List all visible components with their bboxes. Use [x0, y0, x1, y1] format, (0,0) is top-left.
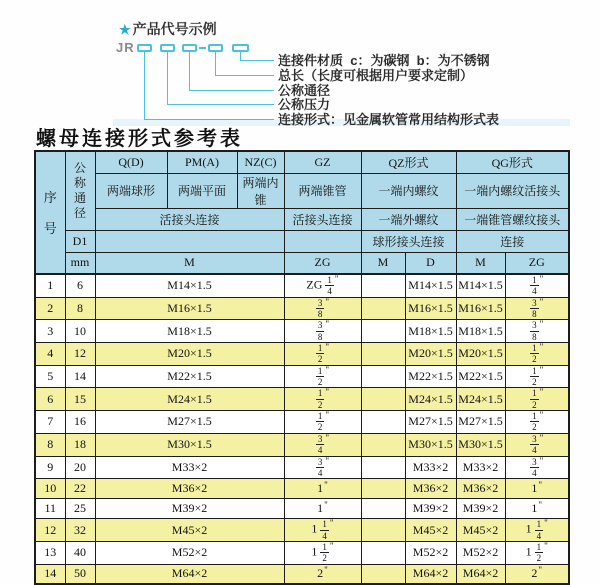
cell-qz-m [361, 274, 405, 297]
cell-qg-zg: 2" [505, 564, 569, 584]
cell-qz-d: M27×1.5 [405, 411, 456, 434]
header-qg-conn: 连接 [456, 230, 569, 252]
cell-qg-zg: $\frac{1}{2}$ " [505, 365, 569, 388]
cell-dn: 32 [65, 519, 95, 542]
cell-qz-d: M52×2 [405, 541, 456, 564]
cell-qz-m [361, 541, 405, 564]
cell-seq: 3 [35, 320, 65, 343]
diagram-title-text: 产品代号示例 [132, 21, 217, 37]
cell-m: M27×1.5 [95, 411, 284, 434]
cell-gz: 1 $\frac{1}{4}$ " [284, 519, 361, 542]
connector-line [189, 52, 190, 90]
cell-qz-m [361, 519, 405, 542]
code-box-1 [137, 44, 152, 52]
cell-gz: $\frac{3}{4}$ " [284, 433, 361, 456]
cell-qz-m [361, 479, 405, 499]
cell-qg-zg: $\frac{1}{2}$ " [505, 388, 569, 411]
cell-seq: 8 [35, 433, 65, 456]
connector-line [215, 75, 274, 76]
code-box-5 [232, 44, 249, 52]
cell-m: M14×1.5 [95, 274, 284, 297]
cell-qg-zg: $\frac{3}{8}$ " [505, 297, 569, 320]
table-row [35, 365, 569, 388]
cell-qz-d: M45×2 [405, 519, 456, 542]
cell-dn: 18 [65, 433, 95, 456]
col-header-qz: QZ形式 [361, 151, 456, 173]
cell-qz-d: M16×1.5 [405, 297, 456, 320]
cell-qz-d: M39×2 [405, 499, 456, 519]
header-pm-type: 两端平面 [167, 173, 237, 208]
cell-qg-m: M16×1.5 [456, 297, 505, 320]
col-header-q: Q(D) [95, 151, 167, 173]
cell-qz-d: M24×1.5 [405, 388, 456, 411]
cell-seq: 13 [35, 541, 65, 564]
cell-dn: 14 [65, 365, 95, 388]
code-label-length: 总长（长度可根据用户要求定制） [278, 68, 474, 83]
cell-seq: 12 [35, 519, 65, 542]
cell-qg-m: M52×2 [456, 541, 505, 564]
cell-seq: 5 [35, 365, 65, 388]
cell-qg-m: M45×2 [456, 519, 505, 542]
cell-qz-m [361, 456, 405, 479]
connector-line [240, 52, 241, 60]
cell-seq: 1 [35, 274, 65, 297]
cell-qg-zg: $\frac{3}{8}$ " [505, 320, 569, 343]
cell-dn: 40 [65, 541, 95, 564]
cell-qg-m: M64×2 [456, 564, 505, 584]
code-label-diameter: 公称通径 [278, 83, 331, 98]
cell-seq: 14 [35, 564, 65, 584]
connector-line [144, 52, 145, 119]
table-row [35, 519, 569, 542]
header-empty-left [95, 230, 284, 252]
header-qz-type1: 一端内螺纹 [361, 173, 456, 208]
code-label-material: 连接件材质 c：为碳钢 b：为不锈钢 [278, 53, 490, 68]
cell-m: M30×1.5 [95, 433, 284, 456]
cell-dn: 15 [65, 388, 95, 411]
cell-m: M16×1.5 [95, 297, 284, 320]
header-qg-m: M [456, 252, 505, 274]
cell-dn: 6 [65, 274, 95, 297]
header-qz-m: M [361, 252, 405, 274]
header-gz-conn: 活接头连接 [284, 208, 361, 230]
header-nz-type: 两端内锥 [237, 173, 284, 208]
cell-dn: 50 [65, 564, 95, 584]
table-body [35, 274, 569, 584]
header-d1: D1 [65, 230, 95, 252]
header-empty-gz [284, 230, 361, 252]
header-qz-type2: 一端外螺纹 [361, 208, 456, 230]
cell-qg-m: M20×1.5 [456, 343, 505, 366]
cell-qz-m [361, 365, 405, 388]
cell-qg-zg: $\frac{3}{4}$ " [505, 433, 569, 456]
cell-qg-zg: 1 $\frac{1}{2}$ " [505, 541, 569, 564]
cell-gz: $\frac{3}{8}$ " [284, 320, 361, 343]
cell-gz: $\frac{1}{2}$ " [284, 388, 361, 411]
cell-dn: 8 [65, 297, 95, 320]
cell-gz: $\frac{1}{2}$ " [284, 343, 361, 366]
cell-qz-m [361, 499, 405, 519]
cell-seq: 2 [35, 297, 65, 320]
cell-gz: ZG $\frac{1}{4}$ " [284, 274, 361, 297]
star-icon: ★ [119, 22, 131, 37]
cell-seq: 9 [35, 456, 65, 479]
cell-gz: $\frac{3}{8}$ " [284, 297, 361, 320]
connector-line [167, 104, 274, 105]
table-row [35, 564, 569, 584]
code-box-4 [208, 44, 223, 52]
cell-m: M18×1.5 [95, 320, 284, 343]
cell-qg-m: M14×1.5 [456, 274, 505, 297]
table-row [35, 456, 569, 479]
nut-connection-table [34, 150, 570, 585]
cell-m: M20×1.5 [95, 343, 284, 366]
header-qg-type1: 一端内螺纹活接头 [456, 173, 569, 208]
cell-qg-m: M39×2 [456, 499, 505, 519]
table-row [35, 320, 569, 343]
header-zg: ZG [284, 252, 361, 274]
table-row [35, 411, 569, 434]
cell-m: M33×2 [95, 456, 284, 479]
cell-qg-zg: 1" [505, 479, 569, 499]
header-unit: mm [65, 252, 95, 274]
table-row [35, 343, 569, 366]
cell-dn: 25 [65, 499, 95, 519]
cell-qz-m [361, 411, 405, 434]
header-q-type: 两端球形 [95, 173, 167, 208]
table-row [35, 274, 569, 297]
cell-qz-d: M36×2 [405, 479, 456, 499]
header-m: M [95, 252, 284, 274]
product-code-prefix: JR [116, 40, 135, 55]
cell-dn: 20 [65, 456, 95, 479]
col-header-nz: NZ(C) [237, 151, 284, 173]
code-dash [199, 47, 206, 49]
cell-qg-zg: $\frac{1}{4}$ " [505, 274, 569, 297]
cell-qz-d: M20×1.5 [405, 343, 456, 366]
table-row [35, 297, 569, 320]
table-row [35, 388, 569, 411]
connector-line [167, 52, 168, 104]
connector-line [240, 60, 274, 61]
cell-gz: $\frac{1}{2}$ " [284, 365, 361, 388]
code-box-3 [182, 44, 197, 52]
cell-qg-m: M24×1.5 [456, 388, 505, 411]
header-qg-type2: 一端锥管螺纹接头 [456, 208, 569, 230]
col-header-nominal: 公 称 通 径 [65, 151, 95, 230]
cell-m: M64×2 [95, 564, 284, 584]
cell-dn: 22 [65, 479, 95, 499]
cell-qg-zg: 1" [505, 499, 569, 519]
cell-qz-d: M33×2 [405, 456, 456, 479]
cell-m: M39×2 [95, 499, 284, 519]
cell-m: M45×2 [95, 519, 284, 542]
cell-gz: $\frac{3}{4}$ " [284, 456, 361, 479]
cell-qz-d: M64×2 [405, 564, 456, 584]
cell-qz-m [361, 388, 405, 411]
cell-gz: 1" [284, 479, 361, 499]
cell-qg-m: M27×1.5 [456, 411, 505, 434]
cell-qg-zg: $\frac{3}{4}$ " [505, 456, 569, 479]
col-header-seq: 序 号 [35, 151, 65, 274]
table-title: 螺母连接形式参考表 [36, 128, 243, 150]
cell-qz-m [361, 433, 405, 456]
cell-qg-m: M30×1.5 [456, 433, 505, 456]
col-header-pm: PM(A) [167, 151, 237, 173]
cell-qz-d: M22×1.5 [405, 365, 456, 388]
cell-m: M52×2 [95, 541, 284, 564]
cell-m: M22×1.5 [95, 365, 284, 388]
cell-qz-d: M14×1.5 [405, 274, 456, 297]
table-row [35, 499, 569, 519]
connector-line [215, 52, 216, 75]
cell-gz: 2" [284, 564, 361, 584]
col-header-qg: QG形式 [456, 151, 569, 173]
cell-qg-m: M18×1.5 [456, 320, 505, 343]
table-row [35, 541, 569, 564]
cell-m: M24×1.5 [95, 388, 284, 411]
code-box-2 [160, 44, 175, 52]
cell-qz-m [361, 564, 405, 584]
cell-seq: 11 [35, 499, 65, 519]
table-header [35, 151, 569, 274]
cell-seq: 7 [35, 411, 65, 434]
table-row [35, 479, 569, 499]
code-label-pressure: 公称压力 [278, 97, 331, 112]
cell-qz-d: M18×1.5 [405, 320, 456, 343]
header-qz-d: D [405, 252, 456, 274]
cell-dn: 16 [65, 411, 95, 434]
connector-line [189, 90, 274, 91]
table-row [35, 433, 569, 456]
cell-gz: 1 $\frac{1}{2}$ " [284, 541, 361, 564]
diagram-title [119, 19, 217, 39]
code-label-connection: 连接形式：见金属软管常用结构形式表 [278, 112, 500, 127]
cell-gz: 1" [284, 499, 361, 519]
cell-dn: 10 [65, 320, 95, 343]
cell-qz-m [361, 297, 405, 320]
cell-qg-zg: $\frac{1}{2}$ " [505, 343, 569, 366]
cell-dn: 12 [65, 343, 95, 366]
connector-line [144, 119, 274, 120]
cell-m: M36×2 [95, 479, 284, 499]
cell-qz-m [361, 343, 405, 366]
cell-seq: 10 [35, 479, 65, 499]
cell-qg-zg: $\frac{1}{2}$ " [505, 411, 569, 434]
cell-qg-m: M33×2 [456, 456, 505, 479]
cell-qg-m: M36×2 [456, 479, 505, 499]
cell-qg-m: M22×1.5 [456, 365, 505, 388]
cell-seq: 6 [35, 388, 65, 411]
cell-gz: $\frac{1}{2}$ " [284, 411, 361, 434]
cell-seq: 4 [35, 343, 65, 366]
cell-qz-m [361, 320, 405, 343]
cell-qg-zg: 1 $\frac{1}{4}$ " [505, 519, 569, 542]
col-header-gz: GZ [284, 151, 361, 173]
header-qz-conn: 球形接头连接 [361, 230, 456, 252]
header-qg-zg: ZG [505, 252, 569, 274]
header-gz-type: 两端锥管 [284, 173, 361, 208]
cell-qz-d: M30×1.5 [405, 433, 456, 456]
header-union-conn: 活接头连接 [95, 208, 284, 230]
